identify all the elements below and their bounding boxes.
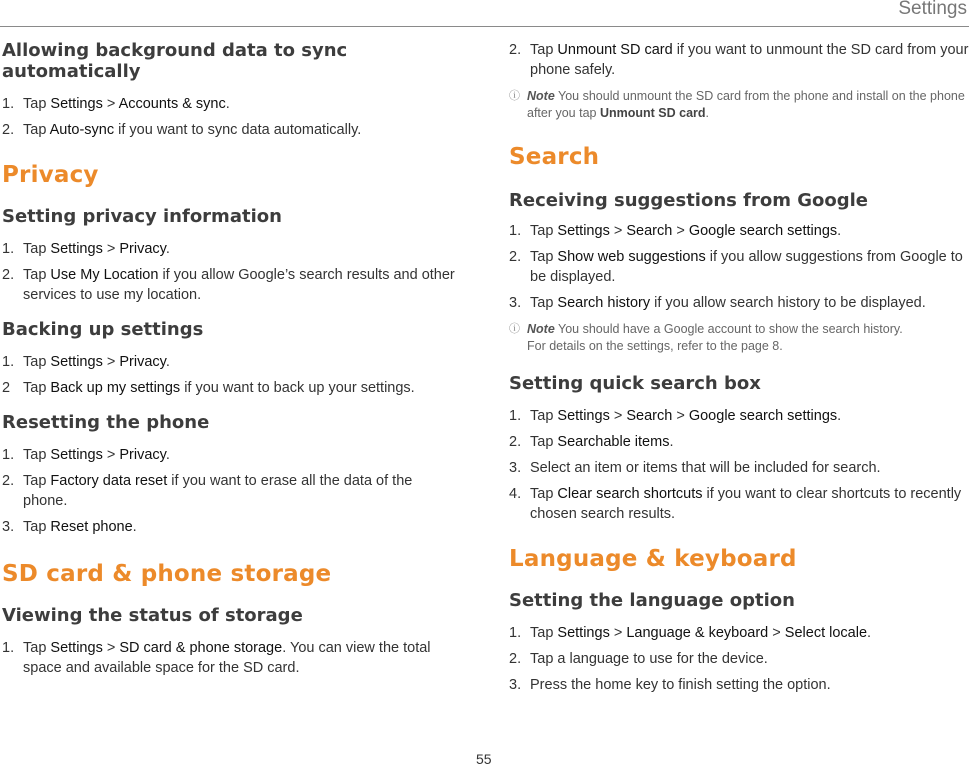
list-item: 1. Tap Settings > Privacy. — [2, 447, 170, 463]
language-option-title: Setting the language option — [509, 590, 795, 611]
list-item: 2. Tap Unmount SD card if you want to unmount the SD card from your phone safely. — [509, 42, 969, 78]
list-item: 1. Tap Settings > SD card & phone storage. You can view the total space and available space for the SD card. — [2, 640, 431, 676]
backup-title: Backing up settings — [2, 319, 204, 340]
list-item: 4. Tap Clear search shortcuts if you want to clear shortcuts to recently chosen search results. — [509, 486, 962, 522]
suggestions-title: Receiving suggestions from Google — [509, 190, 869, 211]
bg-sync-title: Allowing background data to sync automatically — [2, 40, 348, 82]
quick-search-title: Setting quick search box — [509, 373, 761, 394]
storage-status-steps — [2, 638, 457, 678]
privacy-info-title: Setting privacy information — [2, 206, 282, 227]
list-item: 2. Tap Searchable items. — [509, 434, 674, 450]
unmount-steps — [509, 40, 969, 80]
right-column — [509, 40, 969, 695]
left-column — [2, 30, 457, 678]
header-title: Settings — [898, 0, 967, 19]
list-item: 1. Tap Settings > Search > Google search settings. — [509, 223, 842, 239]
suggestions-steps — [509, 221, 969, 313]
page-header — [0, 0, 969, 27]
list-item: 2. Tap Show web suggestions if you allow suggestions from Google to be displayed. — [509, 249, 963, 285]
backup-steps — [2, 352, 457, 398]
search-section-title: Search — [509, 144, 600, 170]
sd-section-title: SD card & phone storage — [2, 561, 332, 587]
storage-status-title: Viewing the status of storage — [2, 605, 303, 626]
list-item: 2. Tap Use My Location if you allow Google’s search results and other services to use my location. — [2, 267, 455, 303]
language-option-steps — [509, 623, 969, 695]
list-item: 1. Tap Settings > Privacy. — [2, 241, 170, 257]
list-item: 3. Press the home key to finish setting the option. — [509, 677, 831, 693]
list-item: 2. Tap Auto-sync if you want to sync data automatically. — [2, 122, 362, 138]
bg-sync-steps — [2, 94, 457, 140]
list-item: 1. Tap Settings > Accounts & sync. — [2, 96, 230, 112]
reset-steps — [2, 445, 457, 537]
list-item: 2. Tap Factory data reset if you want to erase all the data of the phone. — [2, 473, 413, 509]
note-icon: ⓘ — [509, 323, 520, 335]
privacy-section-title: Privacy — [2, 162, 99, 188]
list-item: 1. Tap Settings > Search > Google search settings. — [509, 408, 842, 424]
language-section-title: Language & keyboard — [509, 546, 797, 572]
list-item: 2 Tap Back up my settings if you want to back up your settings. — [2, 380, 415, 396]
list-item: 1. Tap Settings > Language & keyboard > Select locale. — [509, 625, 872, 641]
search-history-note: ⓘ Note You should have a Google account to show the search history. For details on the settings, refer to the page 8. — [509, 322, 903, 353]
list-item: 1. Tap Settings > Privacy. — [2, 354, 170, 370]
quick-search-steps — [509, 406, 969, 524]
privacy-info-steps — [2, 239, 457, 305]
unmount-note: ⓘ Note You should unmount the SD card from the phone and install on the phone after you tap Unmount SD card. — [509, 89, 965, 120]
list-item: 3. Tap Reset phone. — [2, 519, 137, 535]
reset-title: Resetting the phone — [2, 412, 210, 433]
list-item: 3. Tap Search history if you allow search history to be displayed. — [509, 295, 926, 311]
list-item: 2. Tap a language to use for the device. — [509, 651, 768, 667]
page-number: 55 — [476, 751, 492, 767]
note-icon: ⓘ — [509, 90, 520, 102]
list-item: 3. Select an item or items that will be included for search. — [509, 460, 881, 476]
